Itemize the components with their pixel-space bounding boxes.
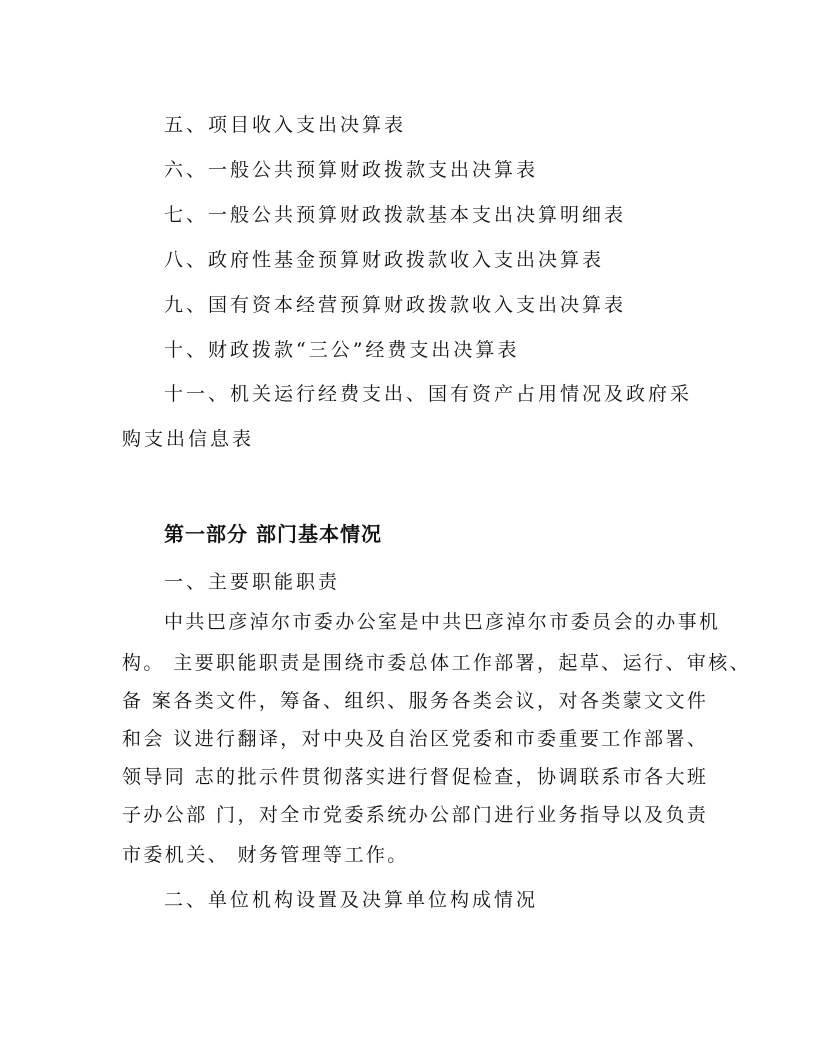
toc-item-5: 五、项目收入支出决算表: [164, 114, 407, 136]
toc-item-6: 六、一般公共预算财政拨款支出决算表: [164, 159, 539, 181]
toc-item-10: 十、财政拨款“三公”经费支出决算表: [164, 339, 520, 361]
paragraph-line: 构。 主要职能职责是围绕市委总体工作部署，起草、运行、审核、: [122, 652, 752, 674]
toc-item-11: 十一、机关运行经费支出、国有资产占用情况及政府采购支出信息表: [122, 383, 693, 450]
toc-item-7: 七、一般公共预算财政拨款基本支出决算明细表: [164, 204, 627, 226]
paragraph-line: 市委机关、 财务管理等工作。: [122, 844, 409, 866]
paragraph-line: 和会 议进行翻译，对中央及自治区党委和市委重要工作部署、: [122, 728, 709, 750]
part-one-title: 第一部分 部门基本情况: [164, 522, 382, 546]
paragraph-line: 领导同 志的批示件贯彻落实进行督促检查，协调联系市各大班: [122, 766, 709, 788]
section-2-heading: 二、单位机构设置及决算单位构成情况: [164, 889, 539, 911]
paragraph-line: 备 案各类文件，筹备、组织、服务各类会议，对各类蒙文文件: [122, 690, 709, 712]
paragraph-line: 子办公部 门，对全市党委系统办公部门进行业务指导以及负责: [122, 804, 709, 826]
section-1-heading: 一、主要职能职责: [164, 571, 341, 593]
paragraph-line: 中共巴彦淖尔市委办公室是中共巴彦淖尔市委员会的办事机: [164, 611, 721, 633]
toc-item-9: 九、国有资本经营预算财政拨款收入支出决算表: [164, 294, 627, 316]
toc-item-8: 八、政府性基金预算财政拨款收入支出决算表: [164, 249, 605, 271]
